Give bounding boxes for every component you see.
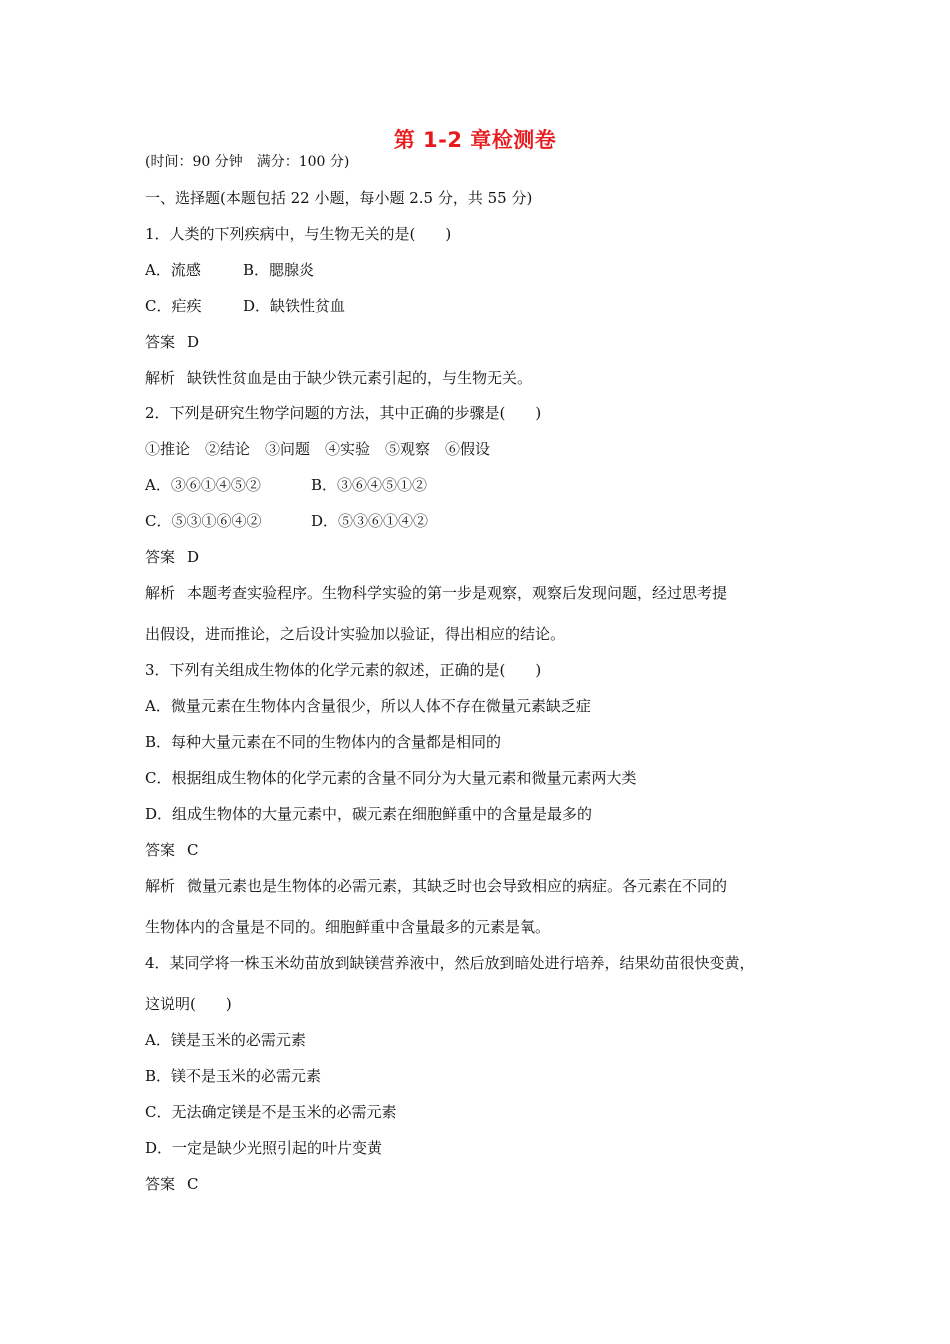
answer-label: 答案 [145, 333, 176, 351]
q4-stem: 4．某同学将一株玉米幼苗放到缺镁营养液中，然后放到暗处进行培养，结果幼苗很快变黄， [145, 954, 755, 972]
q3-option-c: C．根据组成生物体的化学元素的含量不同分为大量元素和微量元素两大类 [145, 769, 637, 787]
q1-option-a: A．流感 [145, 261, 201, 279]
q1-option-b: B．腮腺炎 [243, 261, 315, 279]
q2-stem: 2．下列是研究生物学问题的方法，其中正确的步骤是( ) [145, 404, 542, 422]
answer-value: D [187, 548, 200, 566]
q2-items: ①推论 ②结论 ③问题 ④实验 ⑤观察 ⑥假设 [145, 440, 491, 458]
section-heading: 一、选择题(本题包括 22 小题，每小题 2.5 分，共 55 分) [145, 189, 533, 207]
q4-option-c: C．无法确定镁是不是玉米的必需元素 [145, 1103, 397, 1121]
answer-value: C [187, 1175, 199, 1193]
q2-analysis [145, 583, 727, 603]
q3-option-d: D．组成生物体的大量元素中，碳元素在细胞鲜重中的含量是最多的 [145, 805, 593, 823]
q4-option-b: B．镁不是玉米的必需元素 [145, 1067, 322, 1085]
q4-option-a: A．镁是玉米的必需元素 [145, 1031, 306, 1049]
q1-option-d: D．缺铁性贫血 [243, 297, 346, 315]
q2-option-c: C．⑤③①⑥④② [145, 512, 262, 530]
answer-label: 答案 [145, 841, 176, 859]
q2-analysis-cont: 出假设，进而推论，之后设计实验加以验证，得出相应的结论。 [145, 625, 566, 643]
q3-analysis [145, 876, 727, 896]
analysis-text: 本题考查实验程序。生物科学实验的第一步是观察，观察后发现问题，经过思考提 [187, 584, 728, 602]
q3-option-b: B．每种大量元素在不同的生物体内的含量都是相同的 [145, 733, 502, 751]
q4-answer [145, 1174, 199, 1194]
answer-label: 答案 [145, 548, 176, 566]
q3-stem: 3．下列有关组成生物体的化学元素的叙述，正确的是( ) [145, 661, 542, 679]
q1-analysis [145, 368, 532, 388]
analysis-text: 微量元素也是生物体的必需元素，其缺乏时也会导致相应的病症。各元素在不同的 [187, 877, 728, 895]
q1-option-c: C．疟疾 [145, 297, 202, 315]
q2-answer [145, 547, 199, 567]
analysis-label: 解析 [145, 369, 176, 387]
q4-option-d: D．一定是缺少光照引起的叶片变黄 [145, 1139, 383, 1157]
q3-answer [145, 840, 199, 860]
analysis-label: 解析 [145, 877, 176, 895]
answer-value: C [187, 841, 199, 859]
q3-analysis-cont: 生物体内的含量是不同的。细胞鲜重中含量最多的元素是氧。 [145, 918, 551, 936]
q2-option-a: A．③⑥①④⑤② [145, 476, 261, 494]
analysis-text: 缺铁性贫血是由于缺少铁元素引起的，与生物无关。 [187, 369, 533, 387]
answer-value: D [187, 333, 200, 351]
analysis-label: 解析 [145, 584, 176, 602]
exam-meta: (时间：90 分钟 满分：100 分) [145, 154, 350, 170]
q1-stem: 1．人类的下列疾病中，与生物无关的是( ) [145, 225, 452, 243]
page-title: 第 1-2 章检测卷 [393, 128, 557, 152]
q4-stem-cont: 这说明( ) [145, 995, 232, 1013]
answer-label: 答案 [145, 1175, 176, 1193]
q2-option-d: D．⑤③⑥①④② [311, 512, 429, 530]
q1-answer [145, 332, 199, 352]
q3-option-a: A．微量元素在生物体内含量很少，所以人体不存在微量元素缺乏症 [145, 697, 591, 715]
q2-option-b: B．③⑥④⑤①② [311, 476, 428, 494]
